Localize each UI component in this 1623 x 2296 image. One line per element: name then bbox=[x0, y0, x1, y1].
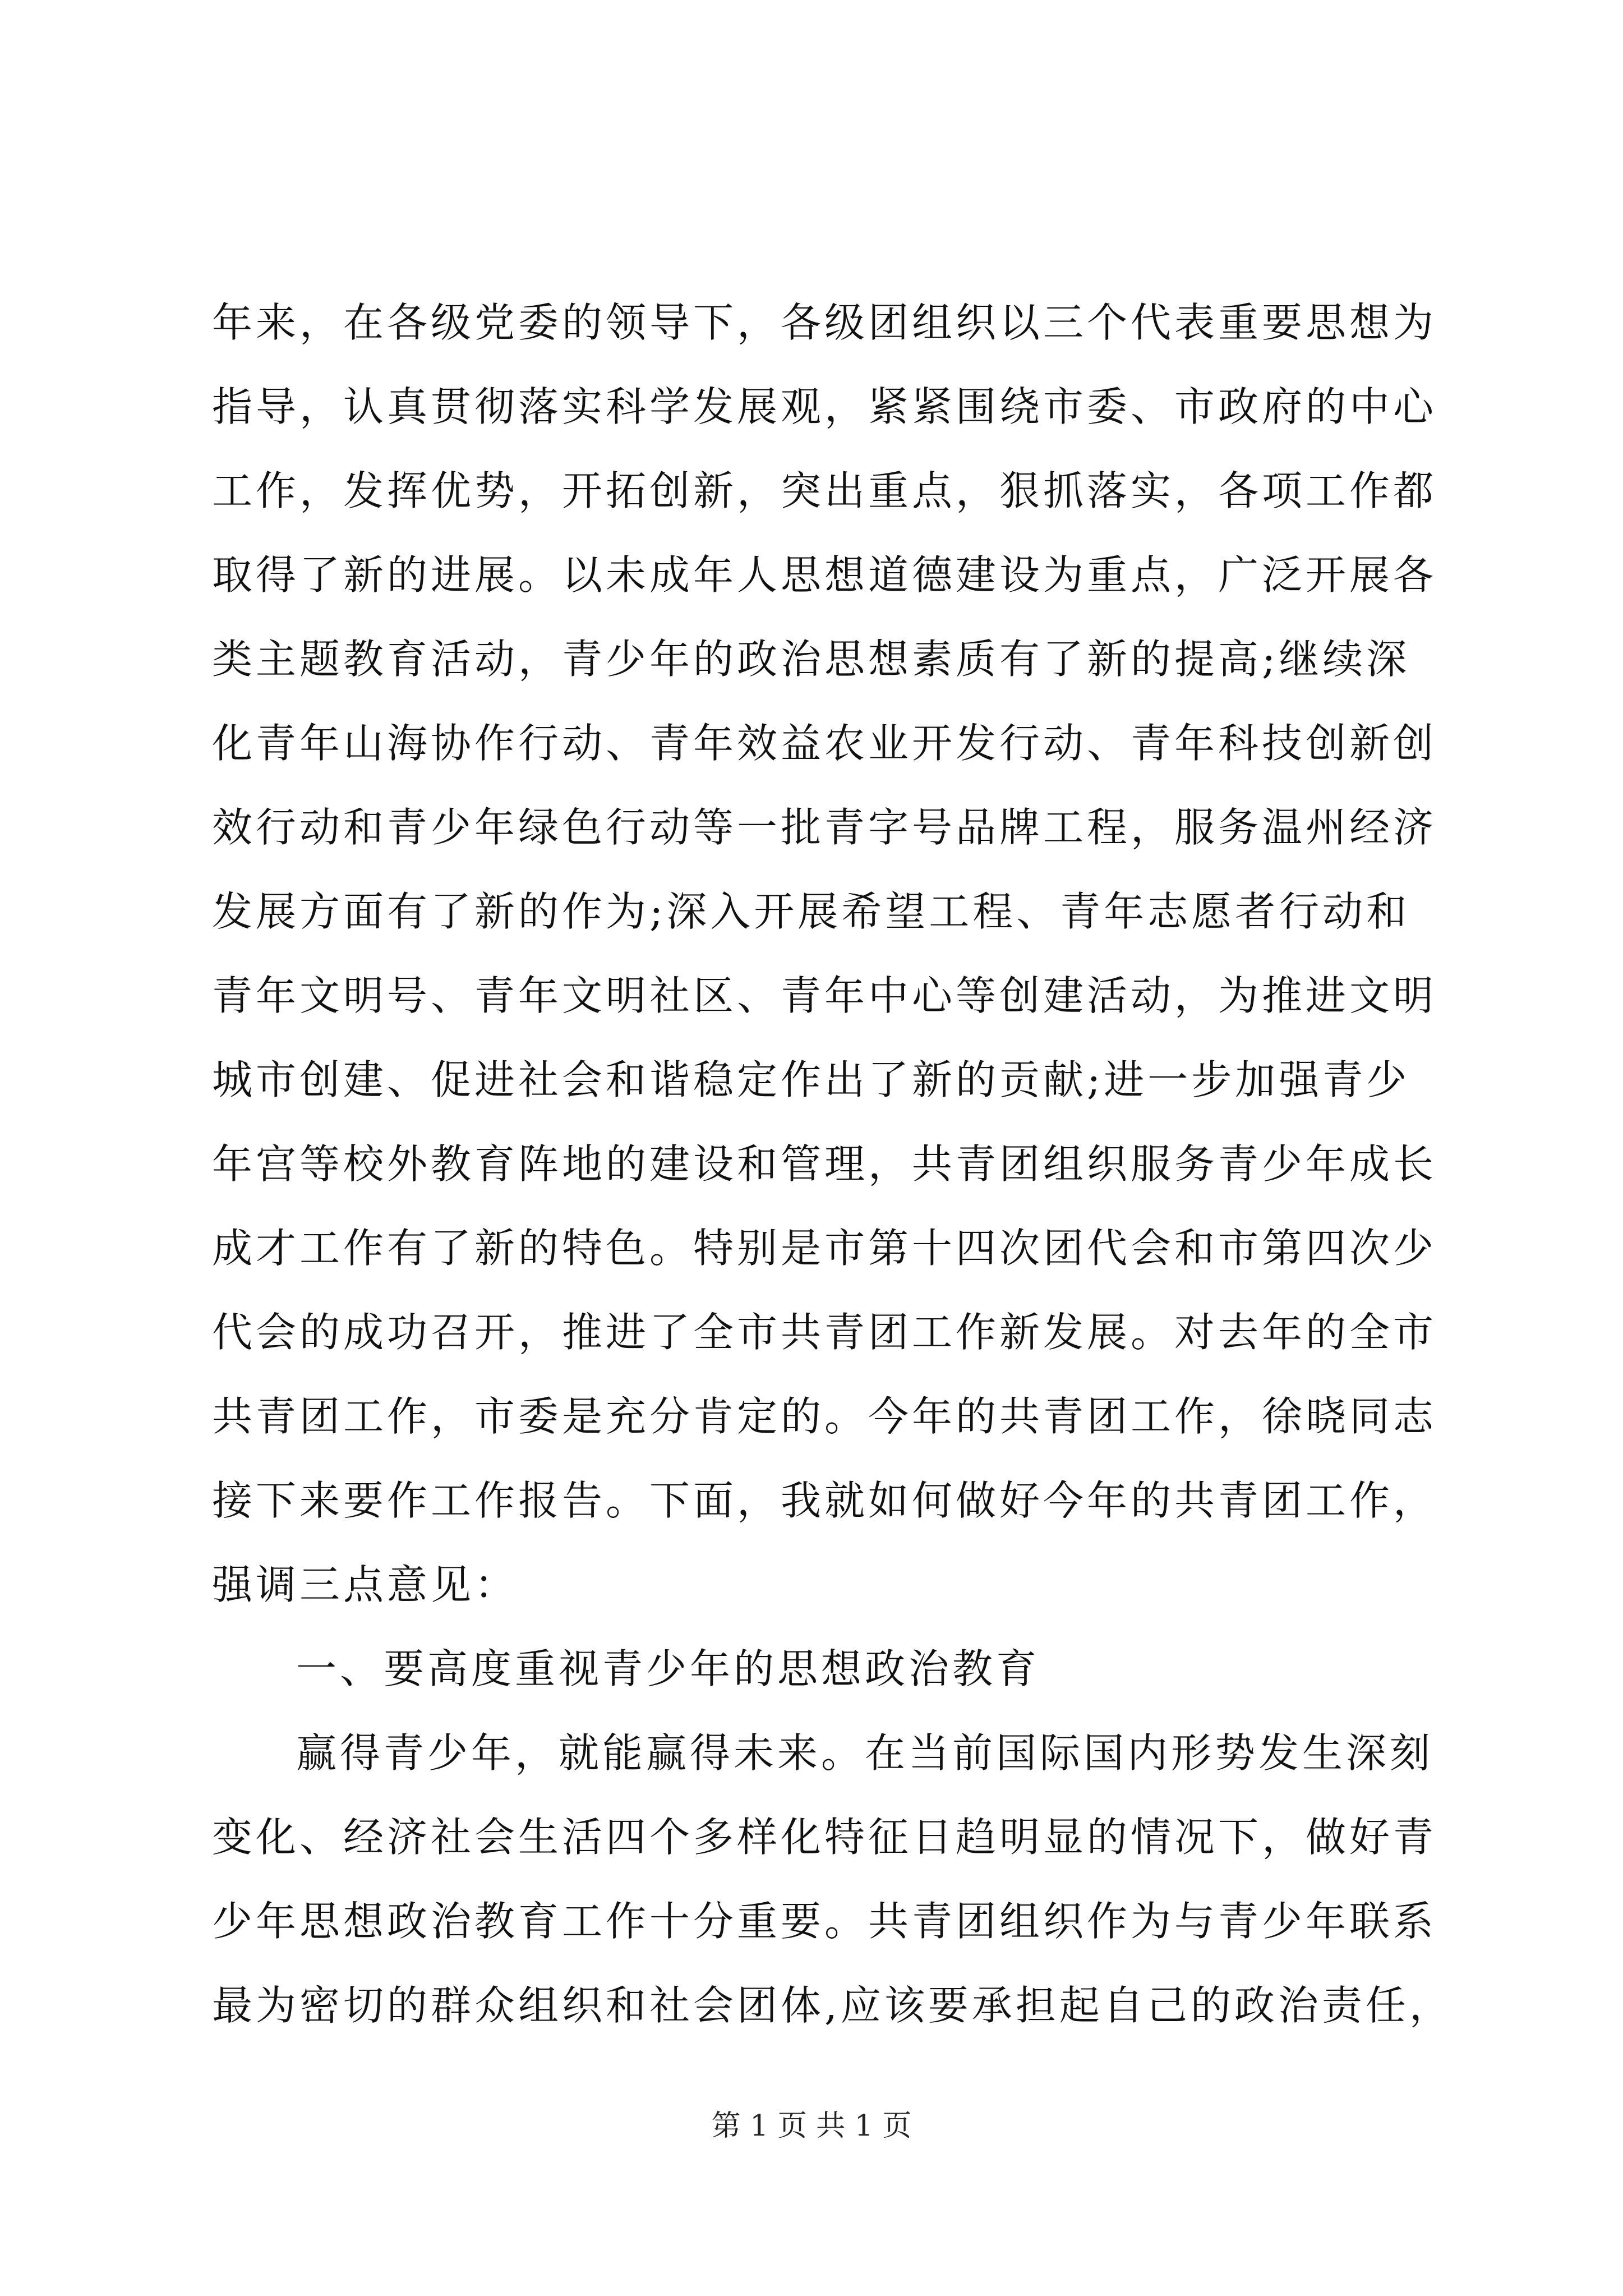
text-line: 年来，在各级党委的领导下，各级团组织以三个代表重要思想为 bbox=[212, 299, 1437, 346]
text-line: 指导，认真贯彻落实科学发展观，紧紧围绕市委、市政府的中心 bbox=[212, 383, 1437, 430]
text-line: 青年文明号、青年文明社区、青年中心等创建活动，为推进文明 bbox=[212, 972, 1437, 1019]
text-line: 城市创建、促进社会和谐稳定作出了新的贡献;进一步加强青少 bbox=[212, 1056, 1410, 1103]
text-line: 变化、经济社会生活四个多样化特征日趋明显的情况下，做好青 bbox=[212, 1814, 1437, 1861]
text-line: 强调三点意见： bbox=[212, 1561, 519, 1608]
text-line: 发展方面有了新的作为;深入开展希望工程、青年志愿者行动和 bbox=[212, 888, 1410, 935]
text-line: 取得了新的进展。以未成年人思想道德建设为重点，广泛开展各 bbox=[212, 551, 1437, 599]
text-line: 最为密切的群众组织和社会团体,应该要承担起自己的政治责任， bbox=[212, 1982, 1453, 2029]
text-line: 年宫等校外教育阵地的建设和管理，共青团组织服务青少年成长 bbox=[212, 1140, 1437, 1188]
page-footer: 第 1 页 共 1 页 bbox=[711, 2109, 912, 2143]
text-line: 赢得青少年，就能赢得未来。在当前国际国内形势发生深刻 bbox=[296, 1729, 1434, 1777]
text-line: 化青年山海协作行动、青年效益农业开发行动、青年科技创新创 bbox=[212, 720, 1437, 767]
text-line: 少年思想政治教育工作十分重要。共青团组织作为与青少年联系 bbox=[212, 1898, 1437, 1945]
text-line: 类主题教育活动，青少年的政治思想素质有了新的提高;继续深 bbox=[212, 636, 1410, 683]
section-heading: 一、要高度重视青少年的思想政治教育 bbox=[296, 1645, 1040, 1692]
text-line: 效行动和青少年绿色行动等一批青字号品牌工程，服务温州经济 bbox=[212, 804, 1437, 851]
text-line: 代会的成功召开，推进了全市共青团工作新发展。对去年的全市 bbox=[212, 1309, 1437, 1356]
text-line: 工作，发挥优势，开拓创新，突出重点，狠抓落实，各项工作都 bbox=[212, 467, 1437, 514]
text-line: 共青团工作，市委是充分肯定的。今年的共青团工作，徐晓同志 bbox=[212, 1393, 1437, 1440]
text-line: 接下来要作工作报告。下面，我就如何做好今年的共青团工作， bbox=[212, 1477, 1437, 1524]
text-line: 成才工作有了新的特色。特别是市第十四次团代会和市第四次少 bbox=[212, 1225, 1437, 1272]
